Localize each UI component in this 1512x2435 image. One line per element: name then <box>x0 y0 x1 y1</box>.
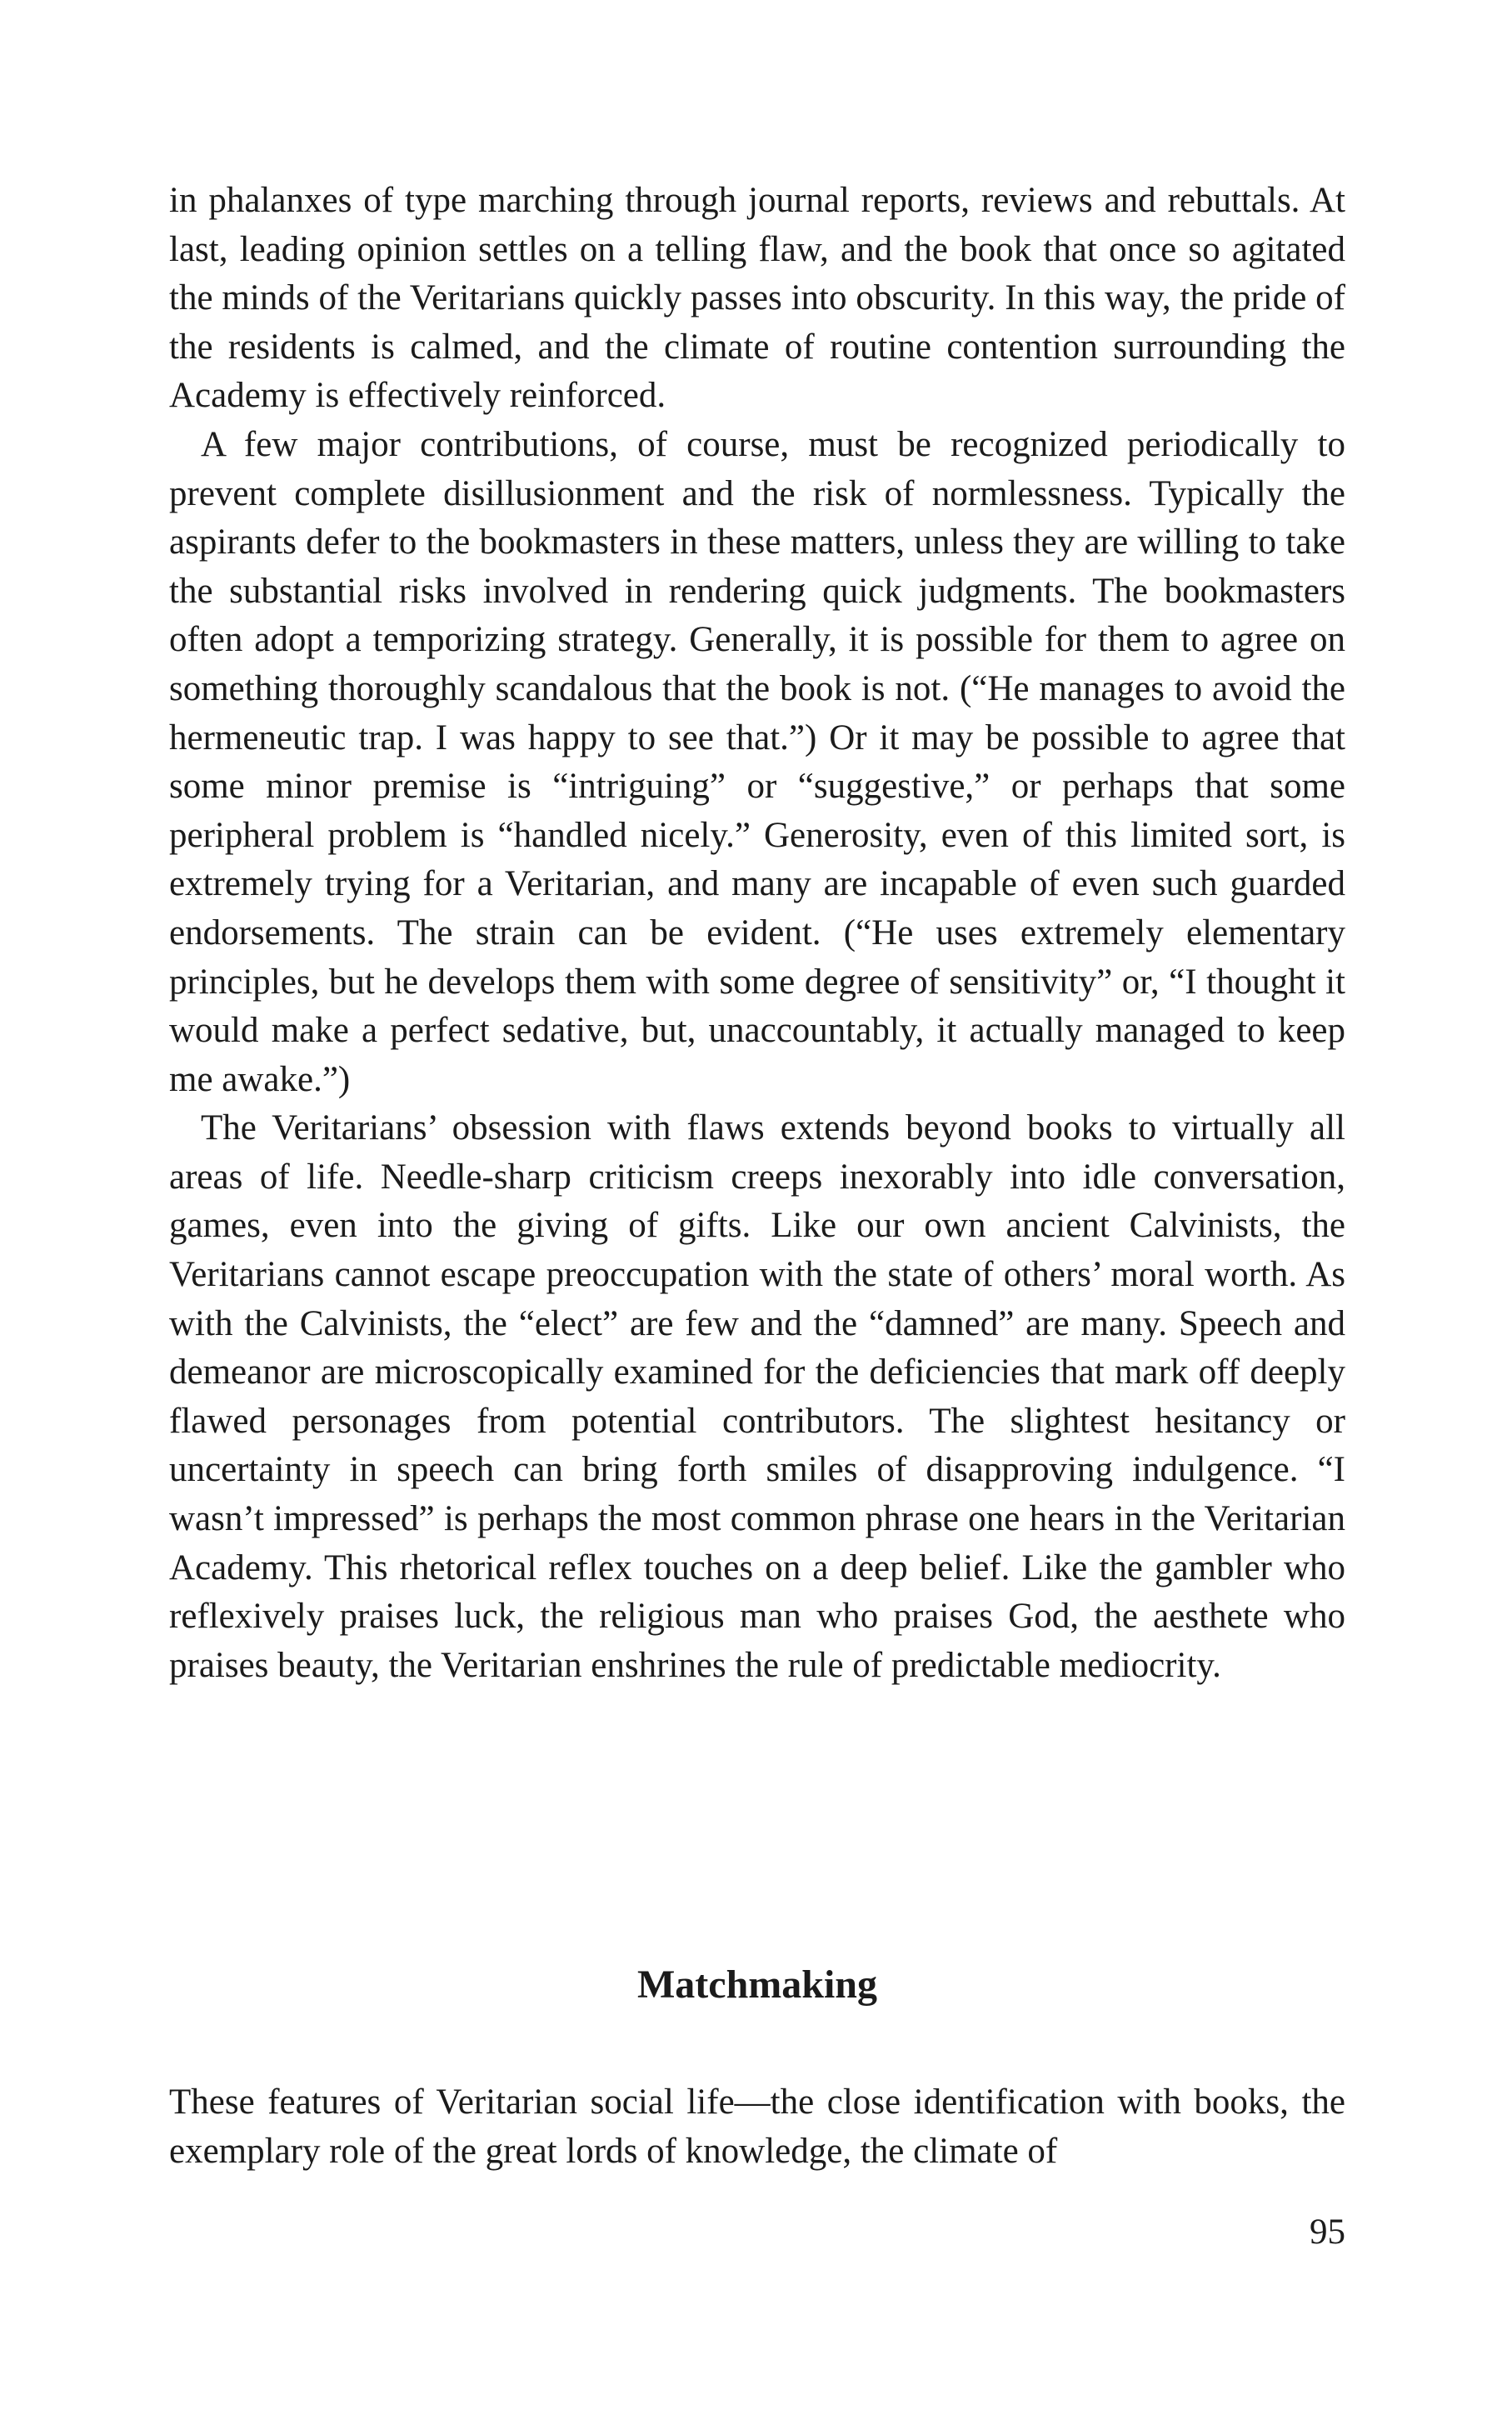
paragraph-continued: in phalanxes of type marching through journal reports, reviews and rebuttals. At last, leading opinion settles on a telling flaw, and the book that once so agitated the minds of the Veritarians quickly passes into obscurity. In this way, the pride of the residents is calmed, and the climate of routine contention surrounding the Academy is effectively reinforced. <box>169 181 1345 416</box>
body-text-section-1 <box>169 177 1345 1690</box>
paragraph-obsession-with-flaws: The Veritarians’ obsession with flaws extends beyond books to virtually all areas of life. Needle-sharp criticism creeps inexorably into idle conversation, games, even into the giving of gifts. Like our own ancient Calvinists, the Veritarians cannot escape preoccupation with the state of others’ moral worth. As with the Calvinists, the “elect” are few and the “damned” are many. Speech and demeanor are microscopically examined for the deficiencies that mark off deeply flawed personages from potential contributors. The slightest hesitancy or uncertainty in speech can bring forth smiles of disapproving indulgence. “I wasn’t impressed” is perhaps the most common phrase one hears in the Veritarian Academy. This rhetorical reflex touches on a deep belief. Like the gambler who reflexively praises luck, the religious man who praises God, the aesthete who praises beauty, the Veritarian enshrines the rule of predictable mediocrity. <box>169 1108 1345 1685</box>
paragraph-features: These features of Veritarian social life—the close identification with books, the exemplary role of the great lords of knowledge, the climate of <box>169 2082 1345 2171</box>
page-number: 95 <box>1310 2212 1345 2252</box>
body-text-section-2 <box>169 2078 1345 2176</box>
paragraph-major-contributions: A few major contributions, of course, must be recognized periodically to prevent complete disillusionment and the risk of normlessness. Typically the aspirants defer to the bookmasters in these matters, unless they are willing to take the substantial risks involved in rendering quick judgments. The bookmasters often adopt a temporizing strategy. Generally, it is possible for them to agree on something thoroughly scandalous that the book is not. (“He manages to avoid the hermeneutic trap. I was happy to see that.”) Or it may be possible to agree that some minor premise is “intriguing” or “suggestive,” or perhaps that some peripheral problem is “handled nicely.” Generosity, even of this limited sort, is extremely trying for a Veritarian, and many are incapable of even such guarded endorsements. The strain can be evident. (“He uses extremely elementary principles, but he develops them with some degree of sensitivity” or, “I thought it would make a perfect sedative, but, unaccountably, it actually managed to keep me awake.”) <box>169 424 1345 1099</box>
section-heading: Matchmaking <box>637 1962 877 2007</box>
